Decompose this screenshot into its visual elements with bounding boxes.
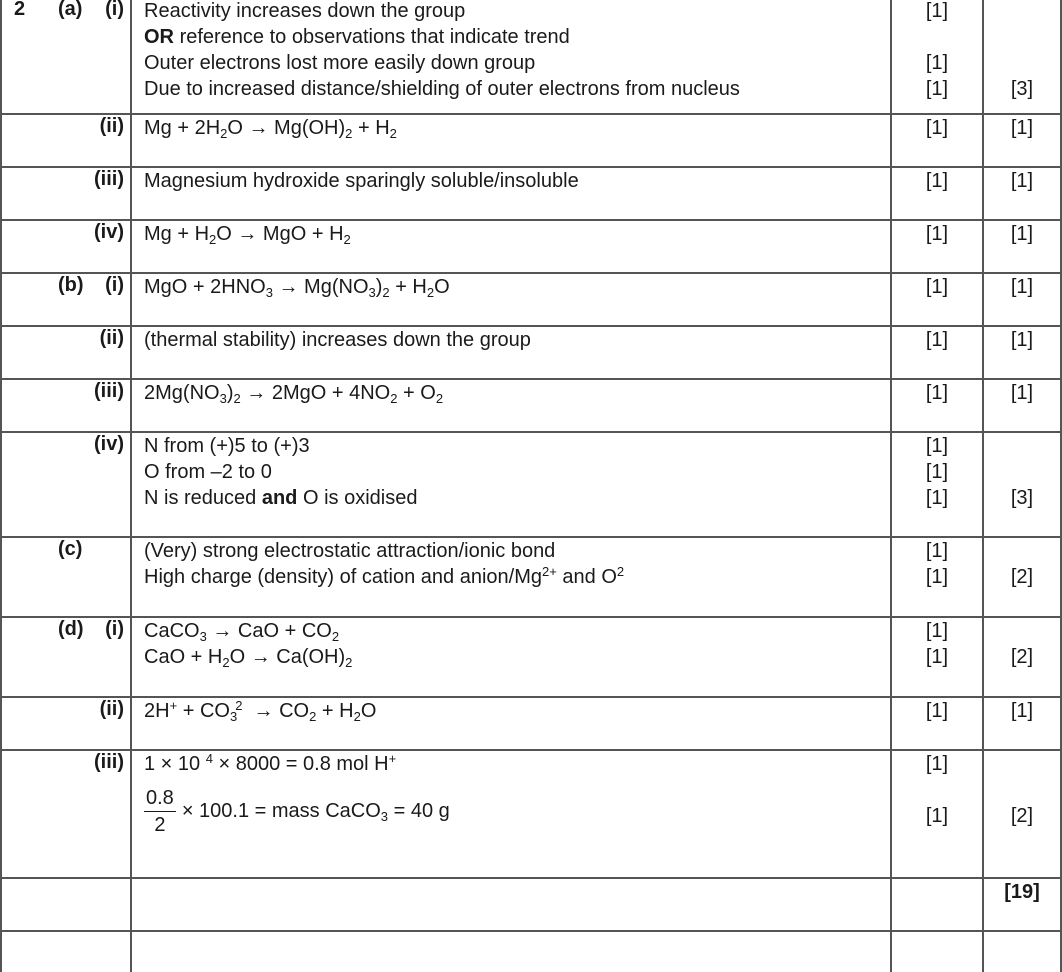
subpart-label: (iii) — [94, 751, 124, 773]
subpart-label: (ii) — [99, 115, 124, 137]
total-cell: [2] — [982, 751, 1062, 877]
table-row — [0, 380, 1062, 433]
answer-line: Due to increased distance/shielding of outer electrons from nucleus — [144, 78, 740, 100]
marks-cell: [1] — [890, 698, 982, 749]
table-row — [0, 879, 1062, 932]
table-row-partial — [0, 932, 1062, 972]
answer-cell: N from (+)5 to (+)3 O from –2 to 0 N is reduced and O is oxidised — [130, 433, 890, 536]
subpart-label: (i) — [105, 618, 124, 640]
answer-cell: (thermal stability) increases down the group — [130, 327, 890, 378]
subpart-label: (ii) — [99, 698, 124, 720]
answer-line: Reactivity increases down the group — [144, 0, 466, 22]
marks-cell: [1] [1] — [890, 751, 982, 877]
table-row — [0, 698, 1062, 751]
subpart-label: (iii) — [94, 168, 124, 190]
subpart-label: (iii) — [94, 380, 124, 402]
table-row — [0, 0, 1062, 115]
table-row — [0, 433, 1062, 538]
answer-cell — [130, 0, 890, 113]
marks-cell: [1] — [890, 168, 982, 219]
part-label: (a) — [58, 0, 83, 20]
subpart-label: (i) — [105, 0, 124, 20]
subpart-label: (ii) — [99, 327, 124, 349]
equation: CaCO$_3$ → CaO + $CO_2$ — [144, 620, 340, 644]
marks-cell: [1] — [890, 380, 982, 431]
equation: $Mg + 2H_2O \to Mg(OH)_2 + H_2$ — [144, 117, 397, 141]
total-cell: [2] — [982, 538, 1062, 616]
subpart-label: (iv) — [94, 433, 124, 455]
marks-cell: [1] — [890, 221, 982, 272]
table-row — [0, 618, 1062, 698]
equation: $Mg + H_2O$ → MgO + $H_2$ — [144, 223, 351, 247]
equation: $2Mg(NO_3)_2 \to 2MgO + 4NO_2 + O_2$ — [144, 382, 444, 406]
calculation-line: 1 × 10 $^4$ × 8000 = 0.8 mol H+ — [144, 751, 397, 775]
marks-cell: [1] — [890, 115, 982, 166]
answer-cell — [130, 274, 890, 325]
table-row — [0, 115, 1062, 168]
total-cell: [3] — [982, 0, 1062, 113]
table-row — [0, 538, 1062, 618]
grand-total-cell: [19] — [982, 879, 1062, 930]
answer-cell — [130, 751, 890, 877]
total-cell: [1] — [982, 221, 1062, 272]
table-row — [0, 274, 1062, 327]
table-row — [0, 221, 1062, 274]
part-label: (d) — [58, 618, 84, 640]
total-cell: [1] — [982, 380, 1062, 431]
answer-cell — [130, 698, 890, 749]
equation: MgO + $2HNO_3 \to Mg(NO_3)_2 + H_2O$ — [144, 276, 450, 300]
subpart-label: (iv) — [94, 221, 124, 243]
question-number: 2 — [14, 0, 26, 20]
marks-cell: [1] [1] [1] — [890, 0, 982, 113]
answer-line: OR reference to observations that indicate trend — [144, 26, 570, 48]
equation: CaO + $H_2O \to Ca(OH)_2$ — [144, 646, 353, 670]
table-row — [0, 751, 1062, 879]
total-cell: [3] — [982, 433, 1062, 536]
table-row — [0, 327, 1062, 380]
subpart-label: (i) — [105, 274, 124, 296]
marks-cell: [1] [1] — [890, 538, 982, 616]
total-cell: [1] — [982, 274, 1062, 325]
marks-cell: [1] — [890, 274, 982, 325]
answer-cell — [130, 221, 890, 272]
part-label: (c) — [58, 538, 83, 560]
answer-cell: Magnesium hydroxide sparingly soluble/insoluble — [130, 168, 890, 219]
equation: $2H^+ + CO_3^2 \to CO_2 + H_2O$ — [144, 698, 377, 724]
answer-cell: (Very) strong electrostatic attraction/ionic bond High charge (density) of cation and anion/$Mg^{2+}$ and $O^2$ — [130, 538, 890, 616]
part-label: (b) — [58, 274, 84, 296]
fraction: $\frac{0.8}{2}$ — [146, 787, 174, 836]
marks-cell: [1] [1] [1] — [890, 433, 982, 536]
table-row — [0, 168, 1062, 221]
total-cell: [1] — [982, 698, 1062, 749]
answer-cell — [130, 618, 890, 696]
calculation-line: $\frac{0.8}{2}$ × 100.1 = mass CaCO$_3$ = 40 g — [146, 787, 450, 836]
answer-cell — [130, 115, 890, 166]
total-cell: [1] — [982, 327, 1062, 378]
total-cell: [1] — [982, 168, 1062, 219]
marks-cell: [1] — [890, 327, 982, 378]
total-cell: [1] — [982, 115, 1062, 166]
marks-cell: [1] [1] — [890, 618, 982, 696]
answer-line: Outer electrons lost more easily down group — [144, 52, 536, 74]
answer-cell — [130, 380, 890, 431]
total-cell: [2] — [982, 618, 1062, 696]
